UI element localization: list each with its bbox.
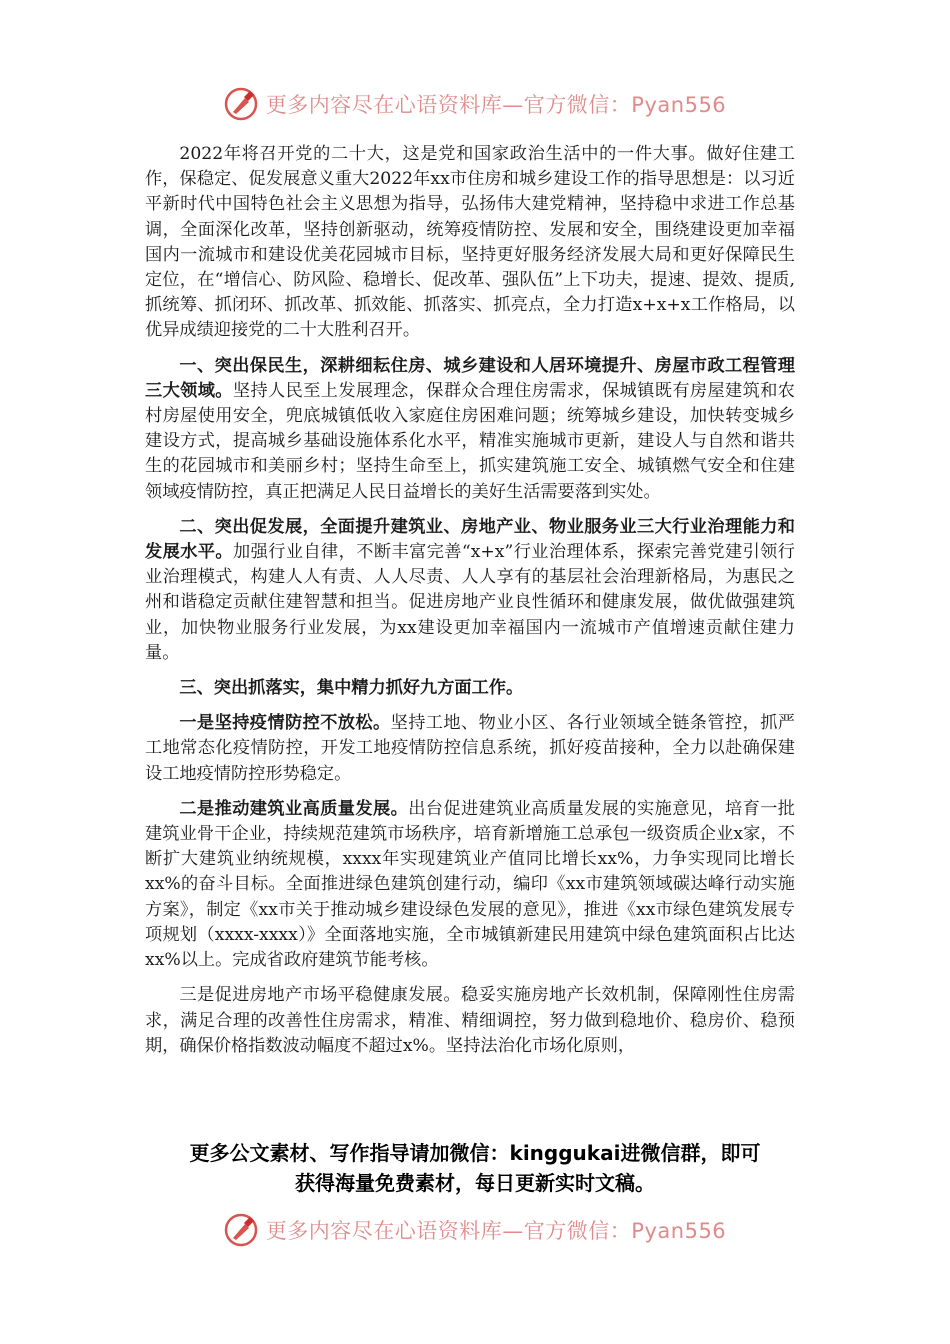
promo-line-2: 获得海量免费素材，每日更新实时文稿。 [295,1171,655,1195]
paragraph-section-3 [145,676,795,701]
item-heading: 二是推动建筑业高质量发展。 [179,798,409,819]
paragraph-item-1: 一是坚持疫情防控不放松。坚持工地、物业小区、各行业领域全链条管控，抓严工地常态化疫情防控，开发工地疫情防控信息系统，抓好疫苗接种，全力以赴确保建设工地疫情防控形势稳定。 [145,713,795,784]
footer-watermark [0,1212,950,1248]
pen-nib-logo-icon [224,87,258,121]
paragraph-section-1: 一、突出保民生，深耕细耘住房、城乡建设和人居环境提升、房屋市政工程管理三大领域。坚持人民至上发展理念，保群众合理住房需求，保城镇既有房屋建筑和农村房屋使用安全，兜底城镇低收入家庭住房困难问题；统筹城乡建设，加快转变城乡建设方式，提高城乡基础设施体系化水平，精准实施城市更新，建设人与自然和谐共生的花园城市和美丽乡村；坚持生命至上，抓实建筑施工安全、城镇燃气安全和住建领域疫情防控，真正把满足人民日益增长的美好生活需要落到实处。 [145,355,795,502]
promo-banner [120,1138,830,1198]
promo-line-1: 更多公文素材、写作指导请加微信：kinggukai进微信群，即可 [189,1141,761,1165]
document-body [145,142,795,1069]
item-heading: 一是坚持疫情防控不放松。 [179,713,391,734]
section-heading: 二、突出促发展，全面提升建筑业、房地产业、物业服务业三大行业治理能力和发展水平。 [145,516,795,563]
paragraph-intro: 2022年将召开党的二十大，这是党和国家政治生活中的一件大事。做好住建工作，保稳定、促发展意义重大2022年xx市住房和城乡建设工作的指导思想是：以习近平新时代中国特色社会主义思想为指导，弘扬伟大建党精神，坚持稳中求进工作总基调，全面深化改革，坚持创新驱动，统筹疫情防控、发展和安全，围绕建设更加幸福国内一流城市和建设优美花园城市目标，坚持更好服务经济发展大局和更好保障民生定位，在“增信心、防风险、稳增长、促改革、强队伍”上下功夫，提速、提效、提质,抓统筹、抓闭环、抓改革、抓效能、抓落实、抓亮点，全力打造x+x+x工作格局，以优异成绩迎接党的二十大胜利召开。 [145,144,795,341]
paragraph-section-2: 二、突出促发展，全面提升建筑业、房地产业、物业服务业三大行业治理能力和发展水平。加强行业自律，不断丰富完善“x+x”行业治理体系，探索完善党建引领行业治理模式，构建人人有责、人人尽责、人人享有的基层社会治理新格局，为惠民之州和谐稳定贡献住建智慧和担当。促进房地产业良性循环和健康发展，做优做强建筑业，加快物业服务行业发展，为xx建设更加幸福国内一流城市产值增速贡献住建力量。 [145,516,795,663]
watermark-text: 更多内容尽在心语资料库—官方微信：Pyan556 [265,1219,727,1243]
header-watermark [0,86,950,122]
paragraph-item-3: 三是促进房地产市场平稳健康发展。稳妥实施房地产长效机制，保障刚性住房需求，满足合理的改善性住房需求，精准、精细调控，努力做到稳地价、稳房价、稳预期，确保价格指数波动幅度不超过x%。坚持法治化市场化原则， [145,985,795,1056]
section-heading: 三、突出抓落实，集中精力抓好九方面工作。 [179,678,524,699]
watermark-text: 更多内容尽在心语资料库—官方微信：Pyan556 [265,93,727,117]
section-heading: 一、突出保民生，深耕细耘住房、城乡建设和人居环境提升、房屋市政工程管理三大领域。 [145,355,795,401]
pen-nib-logo-icon [224,1213,258,1247]
paragraph-item-2: 二是推动建筑业高质量发展。出台促进建筑业高质量发展的实施意见，培育一批建筑业骨干企业，持续规范建筑市场秩序，培育新增施工总承包一级资质企业x家，不断扩大建筑业纳统规模，xxxx年实现建筑业产值同比增长xx%，力争实现同比增长xx%的奋斗目标。全面推进绿色建筑创建行动，编印《xx市建筑领域碳达峰行动实施方案》，制定《xx市关于推动城乡建设绿色发展的意见》，推进《xx市绿色建筑发展专项规划（xxxx-xxxx）》全面落地实施，全市城镇新建民用建筑中绿色建筑面积占比达xx%以上。完成省政府建筑节能考核。 [145,798,795,971]
